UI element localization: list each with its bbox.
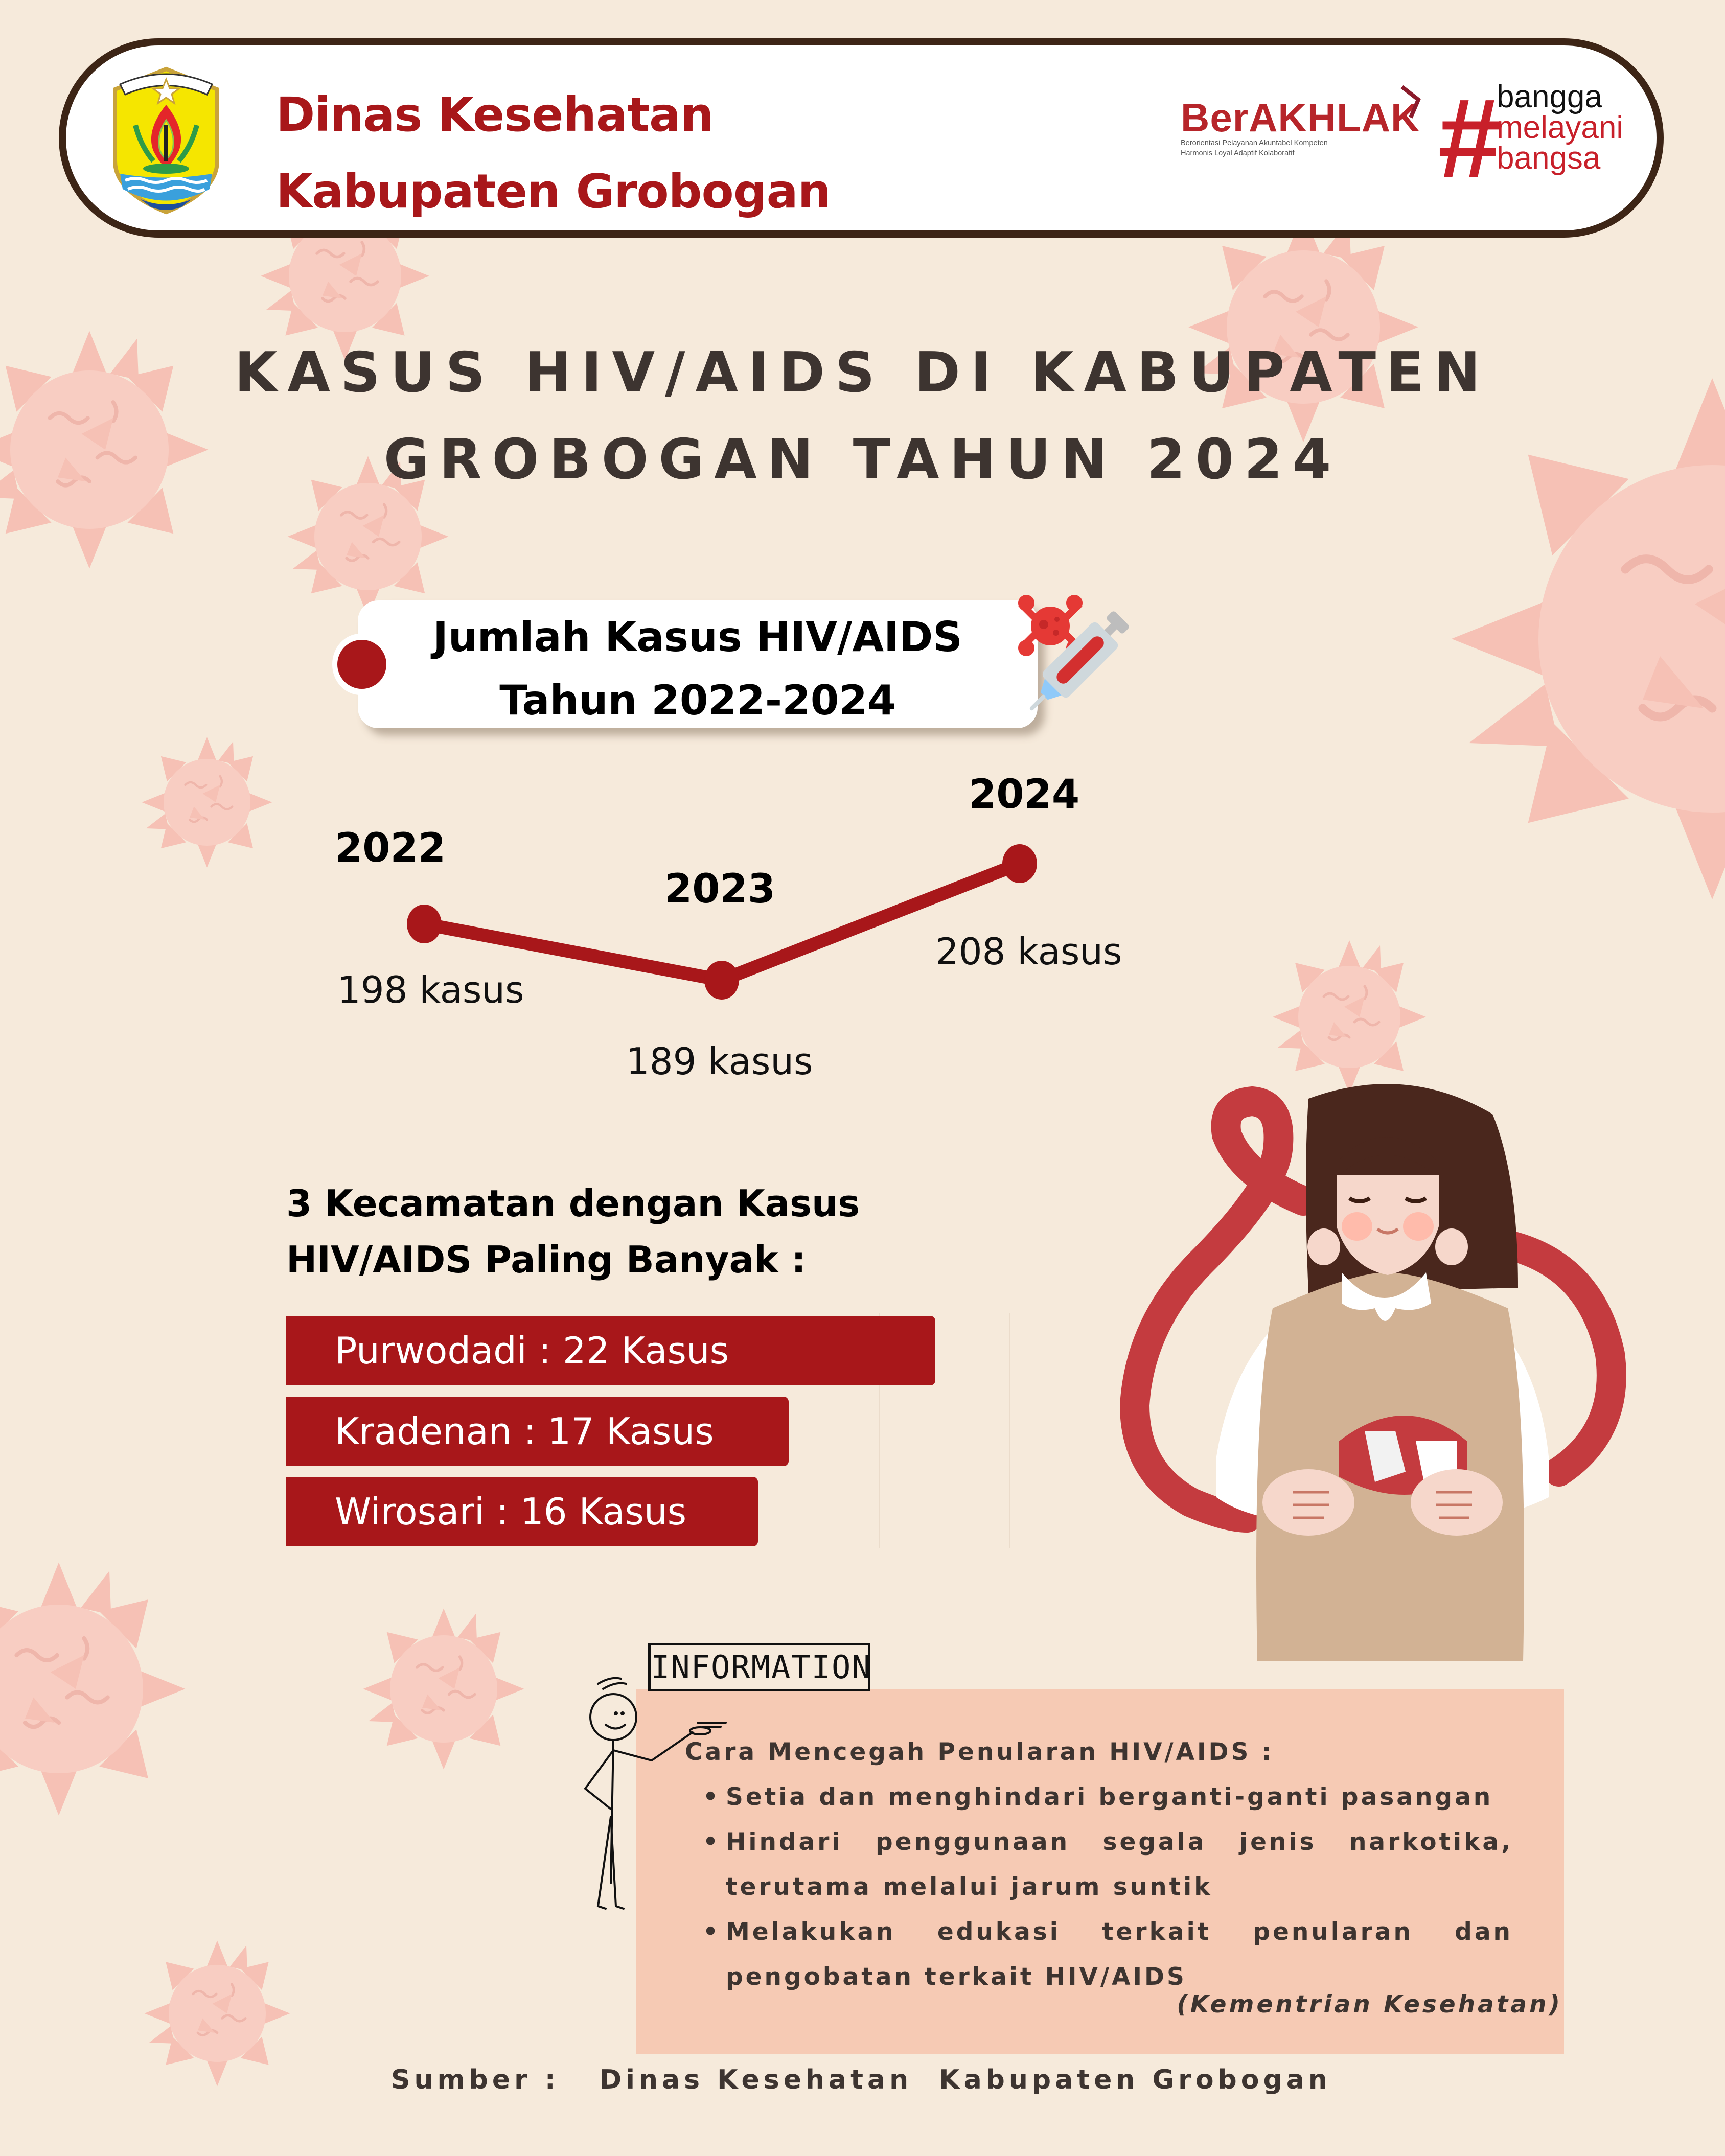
berakhlak-tagline-2: Harmonis Loyal Adaptif Kolaboratif: [1181, 149, 1295, 157]
berakhlak-tagline-1: Berorientasi Pelayanan Akuntabel Kompeten: [1181, 139, 1328, 147]
value-label-2023: 189 kasus: [626, 1040, 813, 1083]
data-point-2023: [704, 961, 739, 1000]
kecamatan-title: [286, 1175, 860, 1288]
information-sign: INFORMATION: [648, 1643, 870, 1691]
page-title-line2: GROBOGAN TAHUN 2024: [383, 428, 1342, 492]
value-label-2022: 198 kasus: [337, 968, 524, 1011]
virus-decoration: [145, 1941, 290, 2087]
kecamatan-title-line2: HIV/AIDS Paling Banyak :: [286, 1238, 806, 1281]
year-label-2023: 2023: [664, 866, 776, 912]
bullet-text: Hindari penggunaan segala jenis narkotika, terutama melalui jarum suntik: [726, 1828, 1513, 1901]
melayani-word: melayani: [1497, 110, 1624, 145]
source-footer: Sumber : Dinas Kesehatan Kabupaten Grobogan: [391, 2065, 1331, 2095]
bullet-icon: •: [703, 1918, 721, 1946]
bullet-icon: •: [703, 1783, 721, 1811]
bar-kradenan: [286, 1397, 789, 1466]
data-point-2022: [407, 905, 442, 943]
hashtag-icon: #: [1436, 75, 1499, 201]
page-title-line1: KASUS HIV/AIDS DI KABUPATEN: [234, 341, 1491, 405]
org-name-line2: Kabupaten Grobogan: [276, 164, 831, 219]
girl-with-ribbon-illustration: [1099, 1073, 1661, 1661]
bar-label: Wirosari : 16 Kasus: [335, 1490, 687, 1533]
prevention-info: [685, 1730, 1513, 2000]
value-label-2024: 208 kasus: [935, 930, 1122, 973]
prevention-heading: Cara Mencegah Penularan HIV/AIDS :: [685, 1738, 1274, 1766]
year-label-2022: 2022: [335, 825, 446, 871]
berakhlak-wordmark: BerAKHLAK: [1181, 95, 1420, 140]
org-name-line1: Dinas Kesehatan: [276, 87, 714, 142]
year-label-2024: 2024: [969, 772, 1080, 818]
bar-purwodadi: [286, 1316, 935, 1385]
gridline: [1009, 1313, 1010, 1548]
prevention-bullet: [685, 1820, 1513, 1910]
bangga-word: bangga: [1497, 79, 1602, 114]
kecamatan-title-line1: 3 Kecamatan dengan Kasus: [286, 1182, 860, 1225]
bangsa-word: bangsa: [1497, 141, 1601, 176]
virus-decoration: [0, 1563, 185, 1816]
bar-wirosari: [286, 1477, 758, 1546]
prevention-bullet: [685, 1775, 1513, 1820]
bullet-icon: •: [703, 1828, 721, 1856]
chart-title-line1: Jumlah Kasus HIV/AIDS: [433, 613, 962, 661]
bullet-text: Setia dan menghindari berganti-ganti pasangan: [726, 1783, 1493, 1811]
data-point-2024: [1002, 844, 1037, 883]
info-credit: (Kementrian Kesehatan): [1177, 1990, 1562, 2019]
bar-label: Purwodadi : 22 Kasus: [335, 1329, 729, 1372]
bullet-text: Melakukan edukasi terkait penularan dan pengobatan terkait HIV/AIDS: [726, 1918, 1513, 1991]
prevention-bullet: [685, 1910, 1513, 2000]
bar-label: Kradenan : 17 Kasus: [335, 1410, 714, 1453]
chart-title-line2: Tahun 2022-2024: [499, 677, 896, 724]
virus-decoration: [363, 1609, 524, 1770]
